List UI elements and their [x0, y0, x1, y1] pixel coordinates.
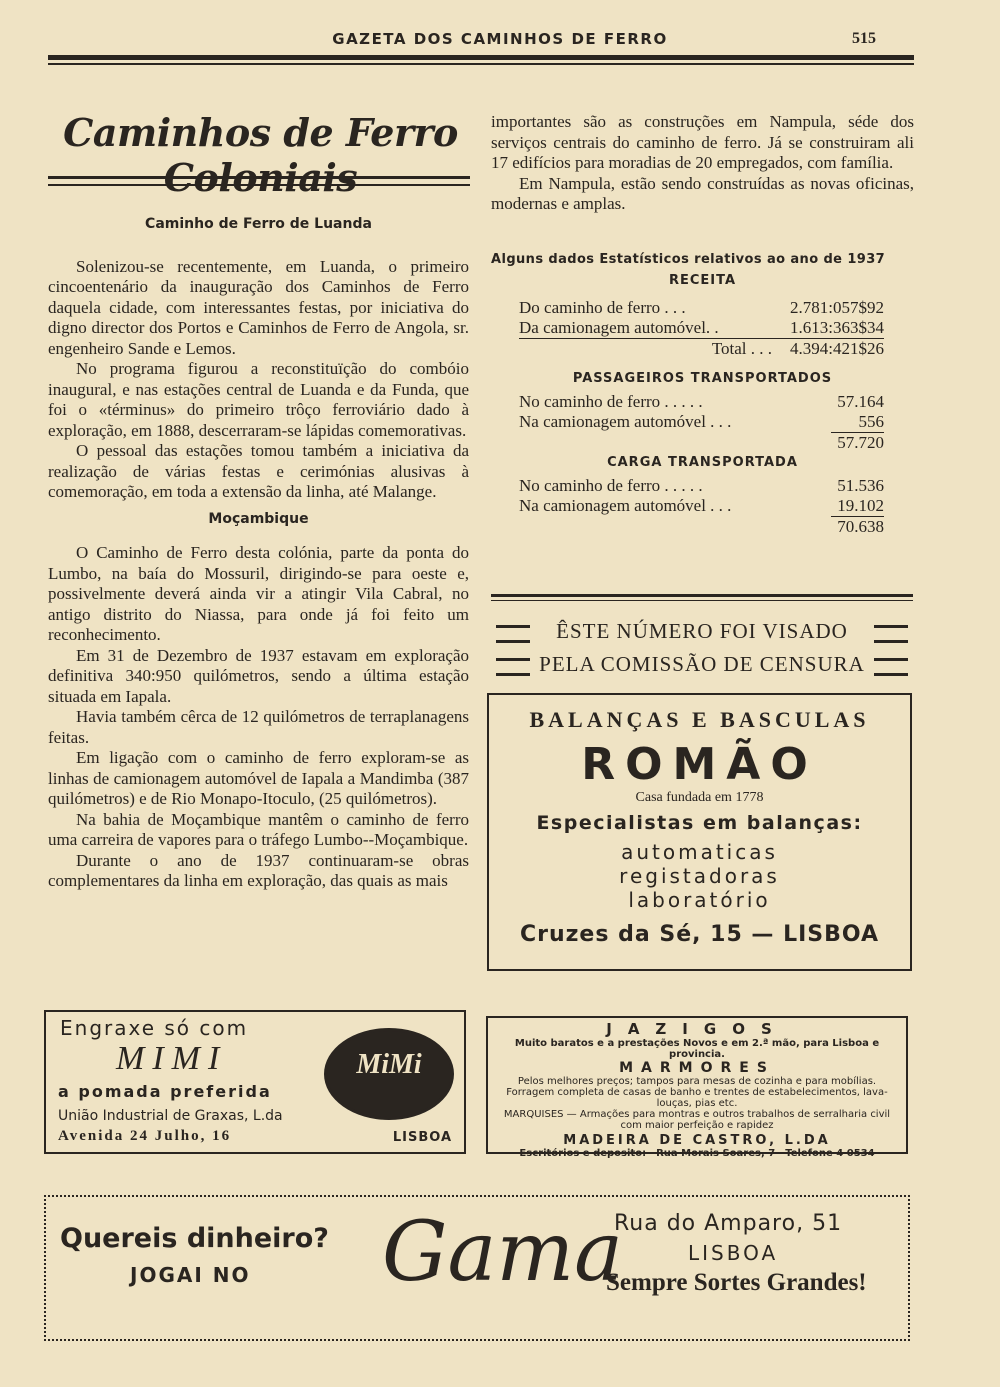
header-rule: [48, 55, 914, 60]
censor-line-1: ÊSTE NÚMERO FOI VISADO: [556, 619, 848, 643]
title-rule-2: [48, 184, 470, 186]
censor-ornament-right-1: [874, 625, 908, 643]
romao-founded: Casa fundada em 1778: [635, 790, 764, 805]
stat-label: No caminho de ferro . . . . .: [519, 476, 703, 495]
gama-brand: Gama: [382, 1205, 624, 1300]
gama-address: Rua do Amparo, 51: [614, 1211, 843, 1236]
romao-item: laboratório: [628, 888, 771, 912]
section-title: Caminhos de Ferro: [63, 110, 458, 155]
stat-total-value: 57.720: [831, 432, 884, 453]
stat-row: [519, 392, 884, 412]
romao-address: Cruzes da Sé, 15 — LISBOA: [519, 922, 880, 947]
stat-total-row: [519, 516, 884, 537]
stat-total-label: Total . . .: [711, 339, 773, 358]
paragraph: O pessoal das estações tomou também a iniciativa da realização de várias festas e cerimónias alusivas à comemoração, em toda a extensão da linha, até Malange.: [48, 441, 469, 501]
luanda-heading: Caminho de Ferro de Luanda: [145, 216, 372, 232]
stat-row: [519, 476, 884, 496]
stat-label: Na camionagem automóvel . . .: [519, 496, 732, 515]
stat-total-value: 4.394:421$26: [790, 339, 884, 358]
stat-row: [519, 318, 884, 339]
mimi-address: Avenida 24 Julho, 16: [58, 1128, 232, 1144]
gama-city: LISBOA: [688, 1241, 779, 1265]
paragraph: Em Nampula, estão sendo construídas as novas oficinas, modernas e amplas.: [491, 173, 914, 213]
censor-rule: [491, 594, 913, 597]
left-column: [48, 214, 469, 892]
stat-value: 51.536: [837, 476, 884, 495]
paragraph: Na bahia de Moçambique mantêm o caminho de ferro uma carreira de vapores para o tráfego Lumbo--Moçambique.: [48, 809, 469, 849]
romao-item: registadoras: [619, 864, 780, 888]
censor-ornament-right-2: [874, 658, 908, 676]
censor-ornament-left-2: [496, 658, 530, 676]
censor-ornament-left-1: [496, 625, 530, 643]
stat-value: 57.164: [837, 392, 884, 411]
journal-title: GAZETA DOS CAMINHOS DE FERRO: [332, 30, 668, 48]
paragraph: Havia também cêrca de 12 quilómetros de terraplanagens feitas.: [48, 707, 469, 747]
right-column-text: [491, 112, 914, 215]
censor-line-2: PELA COMISSÃO DE CENSURA: [539, 652, 865, 676]
stat-value: 19.102: [837, 496, 884, 515]
jazigos-line2: Pelos melhores preços; tampos para mesas de cozinha e para mobílias. Forragem completa de casas de banho e trentes de estabelecimentos, lava-louças, pias etc.: [506, 1076, 888, 1109]
paragraph: No programa figurou a reconstituïção do combóio inaugural, e nas estações central de Luanda e da Funda, que foi o «términus» do primeiro trôço ferroviário dado à exploração, em 1888, descerraram-se lápidas comemorativas.: [48, 359, 469, 440]
romao-advertisement: [487, 693, 912, 971]
romao-headline: BALANÇAS E BASCULAS: [529, 707, 870, 732]
mimi-advertisement: [44, 1010, 466, 1154]
jazigos-advertisement: [486, 1016, 908, 1159]
paragraph: Em ligação com o caminho de ferro exploram-se as linhas de camionagem automóvel de Iapala a Mandimba (387 quilómetros) e de Rio Monapo-Itoculo, (25 quilómetros).: [48, 748, 469, 808]
receita-heading: RECEITA: [668, 273, 737, 288]
carga-heading: CARGA TRANSPORTADA: [607, 455, 798, 470]
paragraph: O Caminho de Ferro desta colónia, parte da ponta do Lumbo, na baía do Mossuril, dirigindo-se para oeste e, possivelmente deverá ainda vir a atingir Vila Cabral, no antigo distrito do Niassa, para onde já foi feito um reconhecimento.: [48, 543, 469, 644]
jazigos-contact: Escritórios e deposito:—Rua Morais Soares, 7—Telefone 4 0534: [519, 1148, 875, 1159]
passageiros-heading: PASSAGEIROS TRANSPORTADOS: [572, 371, 833, 386]
censor-rule-thin: [491, 600, 913, 601]
gama-slogan: Sempre Sortes Grandes!: [606, 1269, 867, 1296]
jazigos-title: JAZIGOS: [606, 1020, 788, 1038]
stat-total-value: 70.638: [831, 516, 884, 537]
mimi-line1: Engraxe só com: [60, 1016, 249, 1040]
stat-row: [519, 496, 884, 516]
romao-specialty: Especialistas em balanças:: [536, 812, 863, 834]
paragraph: Solenizou-se recentemente, em Luanda, o primeiro cincoentenário da inauguração dos Caminhos de Ferro daquela cidade, com interessantes festas, por iniciativa do digno director dos Portos e Caminhos de Ferro de Angola, sr. engenheiro Sande e Lemos.: [48, 256, 469, 358]
stat-label: No caminho de ferro . . . . .: [519, 392, 703, 411]
stat-label: Na camionagem automóvel . . .: [519, 412, 732, 431]
stat-label: Da camionagem automóvel. .: [519, 318, 719, 337]
jazigos-title2: MARMORES: [619, 1060, 775, 1076]
mimi-tin-label: MiMi: [356, 1049, 422, 1080]
title-rule: [48, 176, 470, 179]
stat-value: 2.781:057$92: [790, 298, 884, 317]
mocambique-heading: Moçambique: [208, 510, 309, 527]
stat-row: [519, 412, 884, 432]
romao-brand: ROMÃO: [581, 739, 818, 790]
jazigos-line3: MARQUISES — Armações para montras e outros trabalhos de serralharia civil com maior perfeição e rapidez: [503, 1109, 891, 1131]
mimi-city: LISBOA: [392, 1130, 452, 1145]
stats-title: Alguns dados Estatísticos relativos ao ano de 1937: [491, 252, 886, 267]
mimi-tin-icon: [324, 1028, 454, 1120]
jazigos-line1: Muito baratos e a prestações Novos e em 2.ª mão, para Lisboa e provincia.: [514, 1038, 880, 1060]
jazigos-company: MADEIRA DE CASTRO, L.DA: [563, 1133, 831, 1148]
stat-row: [519, 298, 884, 318]
mimi-tagline: a pomada preferida: [58, 1082, 272, 1101]
mimi-company: União Industrial de Graxas, L.da: [58, 1108, 283, 1124]
paragraph: importantes são as construções em Nampula, séde dos serviços centrais do caminho de ferro. Já se construiram ali 17 edifícios para moradias de 20 empregados, com família.: [491, 112, 914, 172]
gama-play: JOGAI NO: [130, 1263, 251, 1287]
header-rule-thin: [48, 63, 914, 65]
statistics-block: [491, 252, 914, 537]
paragraph: Em 31 de Dezembro de 1937 estavam em exploração definitiva 340:950 quilómetros, sendo a última estação situada em Iapala.: [48, 645, 469, 706]
page-number: 515: [852, 30, 876, 47]
stat-total-row: [519, 339, 884, 359]
mimi-brand: MIMI: [116, 1040, 228, 1077]
romao-item: automaticas: [621, 840, 778, 864]
gama-question: Quereis dinheiro?: [60, 1223, 329, 1254]
stat-value: 1.613:363$34: [790, 318, 884, 337]
stat-label: Do caminho de ferro . . .: [519, 298, 686, 317]
stat-value: 556: [858, 412, 884, 431]
paragraph: Durante o ano de 1937 continuaram-se obras complementares da linha em exploração, das quais as mais: [48, 850, 469, 890]
stat-total-row: [519, 432, 884, 453]
gama-advertisement: [44, 1195, 910, 1341]
